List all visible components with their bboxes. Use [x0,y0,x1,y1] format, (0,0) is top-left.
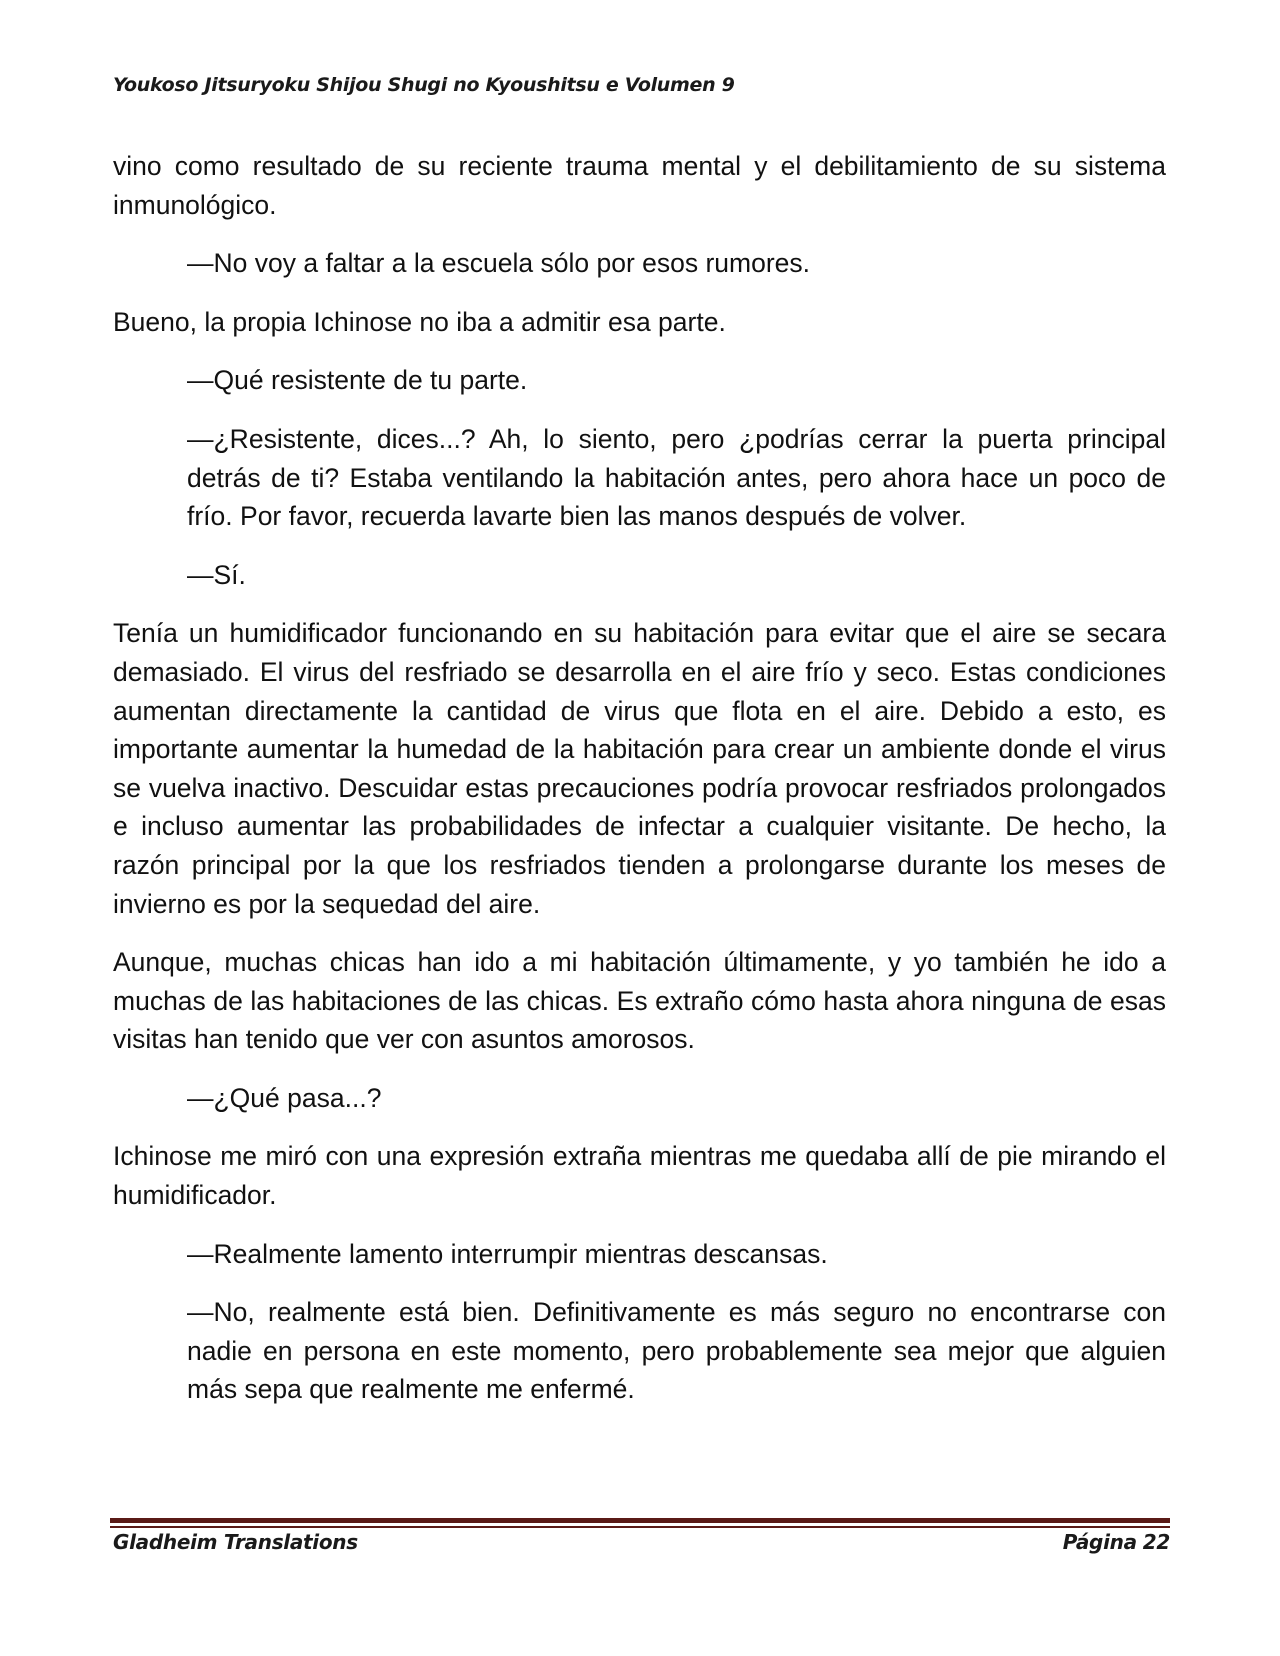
dialogue-line-5: —¿Qué pasa...? [187,1082,382,1113]
dialogue-line-4: —Sí. [187,559,246,590]
footer-page-indicator [1063,1530,1170,1554]
paragraph-4: Aunque, muchas chicas han ido a mi habitación últimamente, y yo también he ido a muchas de las habitaciones de las chicas. Es extraño cómo hasta ahora ninguna de esas visitas han tenido que ver con asuntos amorosos. [113,947,1166,1055]
dialogue-line-7: —No, realmente está bien. Definitivamente es más seguro no encontrarse con nadie en persona en este momento, pero probablemente sea mejor que alguien más sepa que realmente me enfermé. [187,1297,1166,1405]
paragraph-1: vino como resultado de su reciente trauma mental y el debilitamiento de su sistema inmunológico. [113,151,1166,220]
footer-publisher: Gladheim Translations [113,1530,358,1554]
dialogue-line-1: —No voy a faltar a la escuela sólo por esos rumores. [187,248,811,279]
footer-divider-thick [110,1518,1170,1523]
running-header-title: Youkoso Jitsuryoku Shijou Shugi no Kyoushitsu e Volumen 9 [113,74,735,96]
paragraph-2: Bueno, la propia Ichinose no iba a admitir esa parte. [113,306,726,337]
dialogue-line-6: —Realmente lamento interrumpir mientras descansas. [187,1238,828,1269]
footer-page-number: 22 [1142,1530,1170,1554]
paragraph-3: Tenía un humidificador funcionando en su habitación para evitar que el aire se secara demasiado. El virus del resfriado se desarrolla en el aire frío y seco. Estas condiciones aumentan directamente la cantidad de virus que flota en el aire. Debido a esto, es importante aumentar la humedad de la habitación para crear un ambiente donde el virus se vuelva inactivo. Descuidar estas precauciones podría provocar resfriados prolongados e incluso aumentar las probabilidades de infectar a cualquier visitante. De hecho, la razón principal por la que los resfriados tienden a prolongarse durante los meses de invierno es por la sequedad del aire. [113,618,1166,919]
dialogue-line-3: —¿Resistente, dices...? Ah, lo siento, pero ¿podrías cerrar la puerta principal detrás de ti? Estaba ventilando la habitación antes, pero ahora hace un poco de frío. Por favor, recuerda lavarte bien las manos después de volver. [187,423,1166,532]
dialogue-line-2: —Qué resistente de tu parte. [187,365,528,396]
footer-page-label: Página [1062,1530,1137,1554]
page-body [113,147,1166,1429]
paragraph-5: Ichinose me miró con una expresión extraña mientras me quedaba allí de pie mirando el humidificador. [113,1141,1166,1211]
footer-divider-thin [110,1526,1170,1528]
